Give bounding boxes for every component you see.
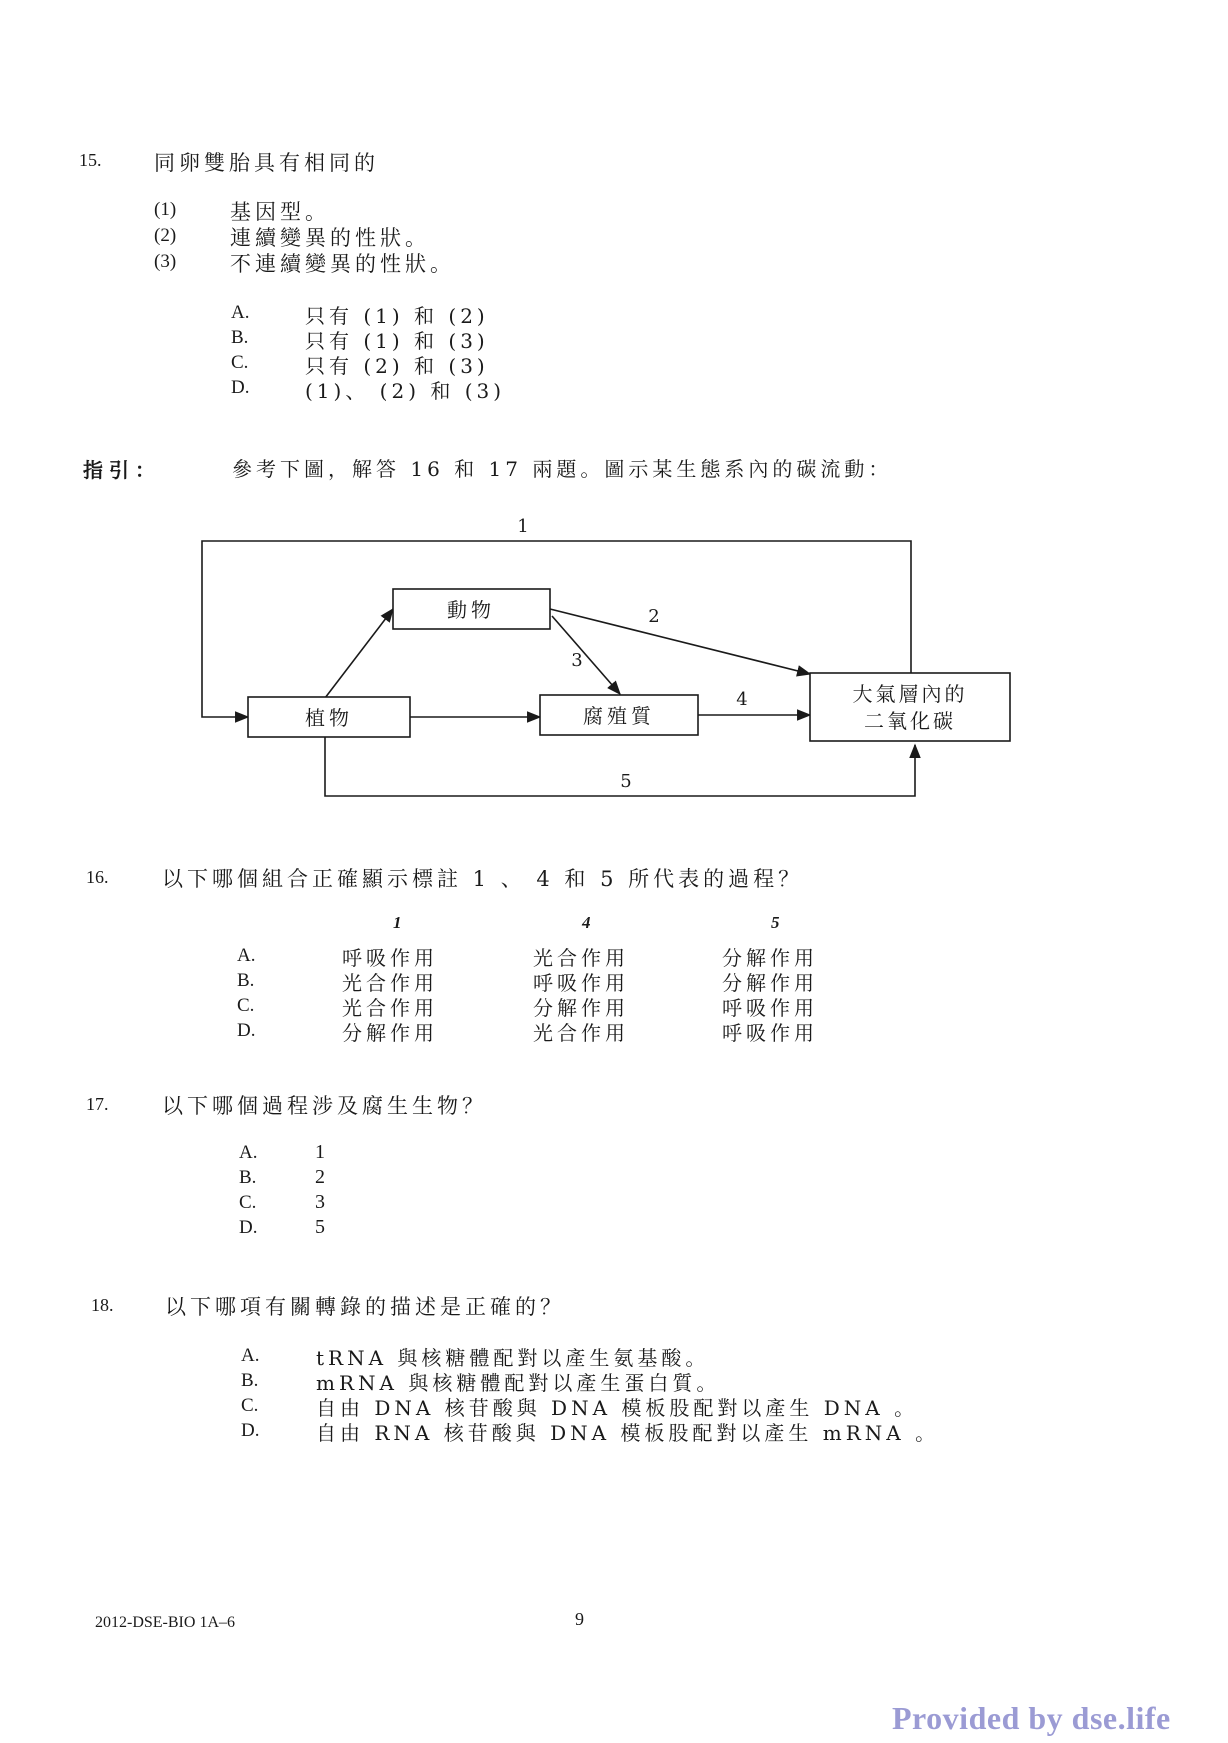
- statement-number: (2): [154, 225, 177, 246]
- statement-text: 連續變異的性狀。: [230, 226, 430, 250]
- option-text: 5: [315, 1216, 325, 1238]
- option-cell: 呼吸作用: [533, 971, 629, 995]
- question-number: 16.: [86, 867, 109, 887]
- label-co2-line2: 二氧化碳: [864, 709, 956, 733]
- watermark: Provided by dse.life: [892, 1700, 1171, 1736]
- option-letter: A.: [237, 945, 256, 966]
- column-header: 4: [582, 913, 591, 932]
- option-letter: C.: [237, 995, 255, 1016]
- option-cell: 呼吸作用: [722, 1021, 818, 1045]
- option-letter: D.: [231, 377, 250, 398]
- question-stem: 同卵雙胎具有相同的: [154, 151, 379, 175]
- label-detritus: 腐殖質: [583, 704, 655, 728]
- option-cell: 分解作用: [533, 996, 629, 1020]
- paper-code: 2012-DSE-BIO 1A–6: [95, 1614, 235, 1631]
- option-text: 自由 RNA 核苷酸與 DNA 模板股配對以產生 mRNA 。: [316, 1421, 940, 1445]
- carbon-flow-diagram: [0, 0, 1228, 820]
- option-letter: A.: [241, 1345, 260, 1366]
- label-plants: 植物: [305, 706, 353, 730]
- statement-text: 不連續變異的性狀。: [230, 252, 455, 276]
- option-cell: 分解作用: [342, 1021, 438, 1045]
- option-cell: 光合作用: [342, 996, 438, 1020]
- process-label-4: 4: [736, 689, 748, 710]
- option-letter: D.: [239, 1217, 258, 1238]
- option-cell: 呼吸作用: [342, 946, 438, 970]
- process-label-3: 3: [571, 650, 583, 671]
- process-label-5: 5: [620, 771, 632, 792]
- statement-text: 基因型。: [230, 200, 330, 224]
- option-letter: D.: [241, 1420, 260, 1441]
- option-cell: 分解作用: [722, 946, 818, 970]
- page-number: 9: [575, 1609, 584, 1629]
- option-text: mRNA 與核糖體配對以產生蛋白質。: [316, 1371, 721, 1395]
- label-animals: 動物: [447, 598, 495, 622]
- arrow-3: [552, 616, 620, 694]
- option-cell: 光合作用: [533, 946, 629, 970]
- option-letter: A.: [239, 1142, 258, 1163]
- option-text: 2: [315, 1166, 325, 1188]
- option-letter: C.: [231, 352, 249, 373]
- option-cell: 光合作用: [342, 971, 438, 995]
- question-stem: 以下哪個過程涉及腐生生物？: [162, 1094, 487, 1118]
- option-letter: C.: [241, 1395, 259, 1416]
- statement-number: (1): [154, 199, 177, 220]
- option-text: 自由 DNA 核苷酸與 DNA 模板股配對以產生 DNA 。: [316, 1396, 919, 1420]
- column-header: 5: [771, 913, 780, 932]
- option-text: 1: [315, 1141, 325, 1163]
- option-text: 只有 (1) 和 (2): [305, 304, 489, 328]
- question-stem: 以下哪項有關轉錄的描述是正確的？: [165, 1295, 565, 1319]
- label-co2-line1: 大氣層內的: [852, 682, 968, 706]
- statement-number: (3): [154, 251, 177, 272]
- directions-text: 參考下圖，解答 16 和 17 兩題。圖示某生態系內的碳流動：: [232, 457, 893, 481]
- option-text: 只有 (1) 和 (3): [305, 329, 489, 353]
- question-number: 15.: [79, 150, 102, 170]
- option-text: 3: [315, 1191, 325, 1213]
- option-letter: B.: [231, 327, 249, 348]
- arrow-2: [550, 609, 810, 674]
- column-header: 1: [393, 913, 402, 932]
- option-letter: B.: [237, 970, 255, 991]
- question-number: 17.: [86, 1094, 109, 1114]
- question-stem: 以下哪個組合正確顯示標註 1 、 4 和 5 所代表的過程？: [162, 867, 804, 891]
- option-cell: 呼吸作用: [722, 996, 818, 1020]
- option-text: tRNA 與核糖體配對以產生氨基酸。: [316, 1346, 710, 1370]
- option-cell: 分解作用: [722, 971, 818, 995]
- option-letter: D.: [237, 1020, 256, 1041]
- directions-label: 指引：: [83, 458, 161, 482]
- option-letter: B.: [239, 1167, 257, 1188]
- option-letter: A.: [231, 302, 250, 323]
- arrow-plants-animals: [325, 609, 393, 698]
- process-label-2: 2: [648, 606, 660, 627]
- question-number: 18.: [91, 1295, 114, 1315]
- option-letter: B.: [241, 1370, 259, 1391]
- process-label-1: 1: [517, 516, 529, 537]
- option-text: 只有 (2) 和 (3): [305, 354, 489, 378]
- option-text: (1)、 (2) 和 (3): [305, 379, 506, 403]
- option-letter: C.: [239, 1192, 257, 1213]
- arrow-1: [202, 541, 911, 717]
- option-cell: 光合作用: [533, 1021, 629, 1045]
